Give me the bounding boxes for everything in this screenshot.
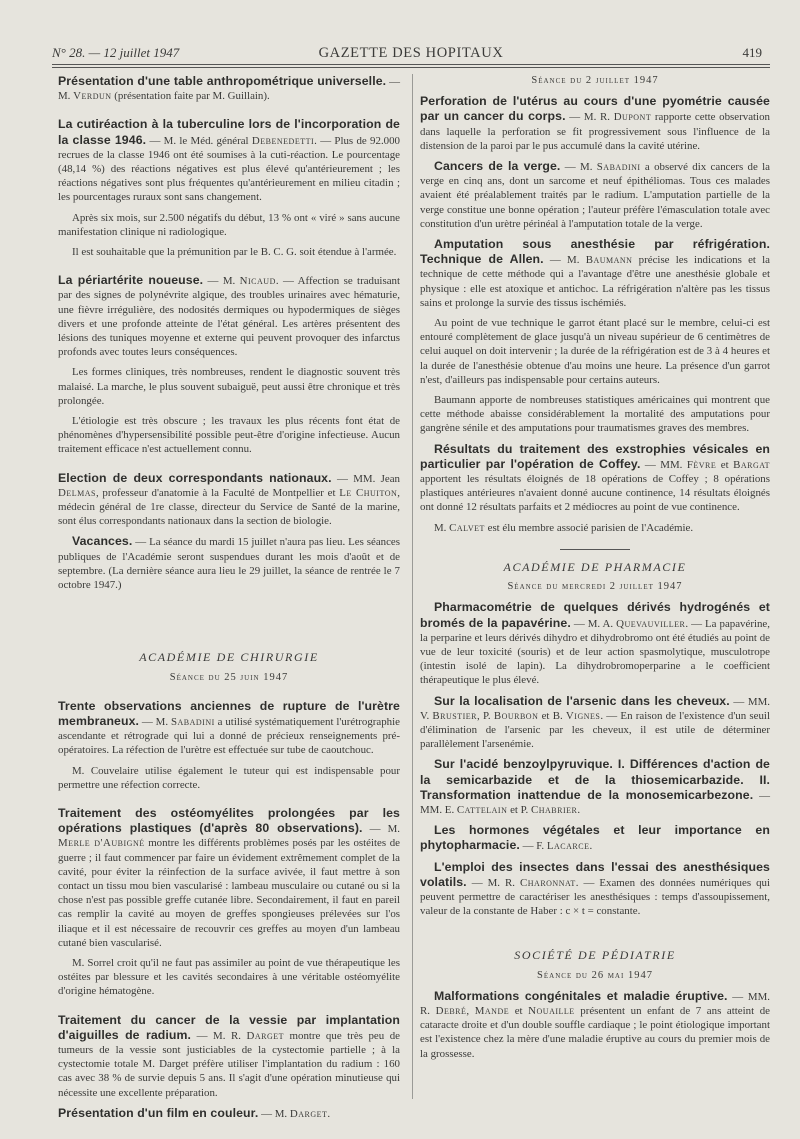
article-heading: Perforation de l'utérus au cours d'une pyométrie causée par un cancer du corps.	[420, 94, 770, 124]
article-heading: Cancers de la verge.	[434, 159, 561, 174]
article-heading: Résultats du traitement des exstrophies vésicales en particulier par l'opération de Coffey.	[420, 441, 770, 471]
author-name: Sabadini	[170, 715, 215, 728]
article-papaverine: Pharmacométrie de quelques dérivés hydrogénés et bromés de la papavérine. — M. A. Quevauviller. — La papavérine, la perparine et leurs dérivés dihydro et dihydrobromo ont été étudiés au point de vue de leur toxicité (souris) et de leur action spasmolytique, musculotrope (intestin isolé de lapin). La dihydrobromoperparine a le coefficient thérapeutique le plus élevé.	[420, 600, 770, 687]
article-cutireaction: La cutiréaction à la tuberculine lors de l'incorporation de la classe 1946. — M. le Méd. général Debenedetti. — Plus de 92.000 recrues de la classe 1946 ont été soumises à la cuti-réaction. Le pourcentage (48,14 %) des réactions négatives est plus élevé qu'antérieurement ; les réactions négatives sont plus fréquentes qu'antérieurement en milieu citadin ; les pourcentages ruraux sont sans changement.	[58, 117, 400, 204]
article-exstrophies: Résultats du traitement des exstrophies vésicales en particulier par l'opération de Coffey. — MM. Fèvre et Bargat apportent les résultats éloignés de 18 opérations de Coffey ; 8 opérations plastiques antérieures n'avaient donné aucune continence, 14 résultats éloignés ont donné 12 résultats parfaits et 2 médiocres au point de vue continence.	[420, 441, 770, 514]
article-heading: L'emploi des insectes dans l'essai des anesthésiques volatils.	[420, 859, 770, 889]
author-name: Debré	[435, 1004, 467, 1017]
author-name: Delmas	[58, 486, 96, 499]
author-name: Nouaille	[528, 1004, 575, 1017]
article-heading: La périartérite noueuse.	[58, 273, 204, 288]
section-separator	[560, 549, 630, 550]
author-name: Bargat	[733, 458, 770, 471]
column-divider	[412, 74, 413, 1099]
article-vacances: Vacances. — La séance du mardi 15 juillet n'aura pas lieu. Les séances publiques de l'Académie seront suspendues durant les mois d'août et de septembre. (La dernière séance aura lieu le 29 juillet, la séance de rentrée le 7 octobre 1947.)	[58, 534, 400, 592]
article-heading: Présentation d'un film en couleur.	[58, 1105, 259, 1120]
author-name: Sabadini	[596, 161, 641, 174]
paragraph: M. Calvet est élu membre associé parisien de l'Académie.	[434, 521, 694, 534]
article-anthropometric-table: Présentation d'une table anthropométrique universelle. — M. Verdun (présentation faite par M. Guillain).	[58, 74, 400, 103]
author-name: Calvet	[449, 521, 485, 534]
paragraph: Après six mois, sur 2.500 négatifs du début, 13 % ont « viré » sans aucune manifestation clinique ni radiologique.	[58, 211, 400, 238]
author-name: Vignes	[565, 709, 601, 722]
session-date: Séance du 26 mai 1947	[537, 969, 653, 981]
article-heading: Malformations congénitales et maladie éruptive.	[434, 988, 728, 1003]
issue-number: N° 28. — 12 juillet 1947	[52, 45, 180, 60]
article-color-film: Présentation d'un film en couleur. — M. Darget.	[58, 1105, 331, 1120]
section-societe-pediatrie	[420, 948, 770, 982]
article-periarteritis: La périartérite noueuse. — M. Nicaud. — Affection se traduisant par des signes de polynévrite algique, des troubles urinaires avec hématurie, une fièvre irrégulière, des nodosités dermiques ou hypodermiques de sièges divers et une profonde atteinte de l'état général. Les artères présentent des lésions des tuniques moyenne et externe qui peuvent provoquer des infarctus profonds avec toutes leurs conséquences.	[58, 273, 401, 359]
author-name: Charonnat	[520, 876, 576, 889]
section-title: ACADÉMIE DE CHIRURGIE	[139, 650, 319, 665]
article-refrigeration-anesthesia: Amputation sous anesthésie par réfrigération. Technique de Allen. — M. Baumann précise les indications et la technique de cette méthode qui a l'avantage d'être une anesthésie globale et physique : elle est atoxique et antichoc. La réfrigération n'altère pas les tissus sains et prolonge la survie des tissus ischémiés.	[420, 237, 771, 309]
article-heading: Election de deux correspondants nationaux.	[58, 470, 332, 485]
article-heading: Présentation d'une table anthropométrique universelle.	[58, 74, 387, 88]
author-name: Mande	[474, 1004, 510, 1017]
article-heading: Pharmacométrie de quelques dérivés hydrogénés et bromés de la papavérine.	[420, 600, 770, 630]
article-uterus-perforation: Perforation de l'utérus au cours d'une pyométrie causée par un cancer du corps. — M. R. Dupont rapporte cette observation dans laquelle la perforation se fit progressivement sous l'influence de la distension de la paroi par le pus accumulé dans la cavité utérine.	[420, 94, 770, 152]
author-name: Verdun	[73, 90, 112, 103]
page-number: 419	[742, 45, 762, 60]
section-academie-chirurgie	[58, 650, 400, 684]
paragraph: Les formes cliniques, très nombreuses, rendent le diagnostic souvent très malaisé. La marche, le plus souvent subaiguë, peut aussi être chronique et très prolongée.	[58, 366, 400, 407]
author-name: Lacarce	[546, 840, 590, 853]
page-header	[52, 45, 770, 65]
article-heading: La cutiréaction à la tuberculine lors de l'incorporation de la classe 1946.	[58, 117, 400, 147]
author-name: Le Chuiton	[339, 486, 398, 499]
article-heading: Sur l'acidé benzoylpyruvique. I. Différences d'action de la semicarbazide et de la thiosemicarbazide. II. Transformation inattendue de la monosemicarbezone.	[420, 757, 770, 802]
article-heading: Sur la localisation de l'arsenic dans les cheveux.	[434, 693, 730, 708]
author-name: Brustier	[432, 709, 478, 722]
article-bladder-cancer: Traitement du cancer de la vessie par implantation d'aiguilles de radium. — M. R. Darget montre que très peu de tumeurs de la vessie sont justiciables de la cystectomie partielle ; à la cystectomie totale M. Darget préfère utiliser l'implantation du radium : 160 cas avec 38 % de survie depuis 5 ans. Il s'agit d'une opération minutieuse qui nécessite une excellente préparation.	[58, 1012, 400, 1099]
session-date: Séance du 25 juin 1947	[169, 671, 289, 683]
article-heading: Traitement des ostéomyélites prolongées par les opérations plastiques (d'après 80 observations).	[58, 805, 400, 836]
article-heading: Amputation sous anesthésie par réfrigération. Technique de Allen.	[420, 237, 770, 267]
author-name: Nicaud	[239, 275, 276, 288]
article-heading: Vacances.	[72, 534, 133, 549]
article-correspondants: Election de deux correspondants nationaux. — MM. Jean Delmas, professeur d'anatomie à la Faculté de Montpellier et Le Chuiton, médecin général de 1re classe, directeur du Service de Santé de la marine, sont élus correspondants nationaux dans la section de biologie.	[58, 470, 400, 528]
article-plant-hormones: Les hormones végétales et leur importance en phytopharmacie. — F. Lacarce.	[420, 823, 770, 853]
section-academie-pharmacie	[420, 560, 770, 594]
article-heading: Trente observations anciennes de rupture de l'urètre membraneux.	[58, 698, 400, 728]
author-name: Baumann	[585, 254, 633, 267]
author-name: Bourbon	[493, 709, 539, 722]
paragraph: Au point de vue technique le garrot étant placé sur le membre, celui-ci est entouré complètement de glace jusqu'à un niveau supérieur de 6 centimètres de celui auquel on doit intervenir ; la durée de la réfrigération est de 3 à 4 heures et la durée de l'anesthésie obtenue d'au moins une heure. La présence d'un garrot n'est, d'ailleurs pas indispensable pour certains auteurs.	[420, 317, 770, 386]
paragraph: L'étiologie est très obscure ; les travaux les plus récents font état de phénomènes d'hypersensibilité possible peut-être d'origine infectieuse. Aucun traitement efficace n'est actuellement connu.	[58, 415, 400, 456]
journal-title: GAZETTE DES HOPITAUX	[318, 45, 504, 61]
left-column	[58, 74, 400, 1127]
paragraph: Baumann apporte de nombreuses statistiques américaines qui montrent que cette méthode abaisse considérablement la mortalité des amputations pour gangrène sénile et des amputations pour traumatismes graves des membres.	[420, 394, 770, 435]
author-name: Chabrier	[530, 803, 578, 816]
section-title: ACADÉMIE DE PHARMACIE	[503, 559, 687, 574]
section-title: SOCIÉTÉ DE PÉDIATRIE	[514, 948, 676, 963]
article-urethra-rupture: Trente observations anciennes de rupture de l'urètre membraneux. — M. Sabadini a utilisé systématiquement l'urétrographie ascendante et rétrograde qui lui a donné de précieux renseignements pré-opératoires. La réfection de l'urètre est effectuée sur tube de caoutchouc.	[58, 698, 400, 757]
article-heading: Traitement du cancer de la vessie par implantation d'aiguilles de radium.	[58, 1012, 400, 1042]
article-arsenic: Sur la localisation de l'arsenic dans les cheveux. — MM. V. Brustier, P. Bourbon et B. Vignes. — En raison de l'existence d'un seuil d'élimination de l'arsenic par les cheveux, il est utile de déterminer parallèlement l'arsenémie.	[420, 693, 770, 751]
author-name: Debenedetti	[251, 134, 315, 147]
paragraph: M. Sorrel croit qu'il ne faut pas assimiler au point de vue thérapeutique les ostéites par blessure et les cavités secondaires à une véritable ostéomyélite d'origine hématogène.	[58, 956, 400, 998]
session-date: Séance du 2 juillet 1947	[531, 75, 659, 86]
article-osteomyelitis: Traitement des ostéomyélites prolongées par les opérations plastiques (d'après 80 observations). — M. Merle d'Aubigné montre les différents problèmes posés par les ostéites de guerre ; il faut commencer par faire un évidement extrêmement complet de la cavité, pour éviter la réinfection de la surface avivée, il faut mettre à son contact un tissu mou bien vascularisé : lambeau musculaire ou cutané ou si la chose n'est pas possible greffe cutanée libre. Secondairement, il faut en pareil cas remplir la cavité au moyen de greffes spongieuses prélevées sur l'os iliaque et il est nécessaire de recouvrir ces greffes au moyen d'un lambeau cutané bien vascularisé.	[58, 805, 400, 949]
author-name: Darget	[246, 1029, 285, 1042]
paragraph: M. Couvelaire utilise également le tuteur qui est indispensable pour permettre une réfection correcte.	[58, 764, 400, 791]
article-heading: Les hormones végétales et leur importance en phytopharmacie.	[420, 823, 770, 853]
header-rule	[52, 64, 770, 65]
article-insects-anesthetics: L'emploi des insectes dans l'essai des anesthésiques volatils. — M. R. Charonnat. — Examen des données numériques qui peuvent permettre de caractériser les anesthésiques : temps d'assoupissement, valeur de la constante de Haber : c × t = constante.	[420, 859, 770, 918]
article-malformations: Malformations congénitales et maladie éruptive. — MM. R. Debré, Mande et Nouaille présentent un enfant de 7 ans atteint de cataracte droite et d'un double souffle cardiaque ; le point étiologique important est l'existence chez la mère d'une maladie éruptive au cours du premier mois de la grossesse.	[420, 988, 770, 1060]
author-name: Quevauviller	[616, 617, 686, 630]
author-name: Dupont	[613, 111, 652, 124]
session-date: Séance du mercredi 2 juillet 1947	[507, 581, 683, 593]
author-name: Cattelain	[456, 803, 508, 816]
author-name: Merle d'Aubigné	[58, 837, 145, 850]
author-name: Fèvre	[686, 458, 717, 471]
right-column	[420, 74, 770, 1067]
paragraph: Il est souhaitable que la prémunition par le B. C. G. soit étendue à l'armée.	[72, 246, 397, 259]
session-header	[420, 74, 770, 88]
article-penile-cancer: Cancers de la verge. — M. Sabadini a observé dix cancers de la verge en cinq ans, dont un sarcome et neuf épithéliomas. Tous ces malades avaient été préalablement traités par le radium. L'amputation partielle de la verge constitue une bonne opération ; l'auteur préfère l'émasculation totale avec constitution d'un urètre périnéal à l'amputation totale de la verge.	[420, 159, 770, 230]
article-benzoylpyruvic: Sur l'acidé benzoylpyruvique. I. Différences d'action de la semicarbazide et de la thiosemicarbazide. II. Transformation inattendue de la monosemicarbezone. — MM. E. Cattelain et P. Chabrier.	[420, 757, 770, 816]
author-name: Darget	[289, 1107, 328, 1120]
header-rule-thin	[52, 67, 770, 68]
